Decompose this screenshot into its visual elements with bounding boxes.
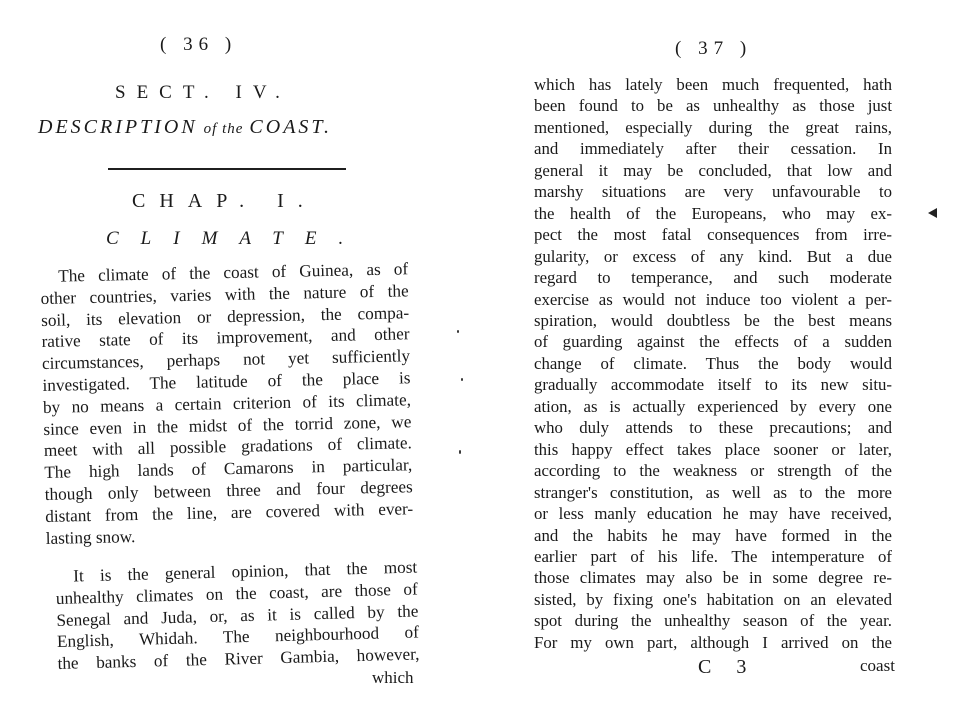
signature-mark: C 3 bbox=[698, 656, 757, 678]
text-line: who duly attends to these precautions; and bbox=[534, 418, 892, 438]
page-number-right: ( 37 ) bbox=[675, 38, 753, 59]
text-line: Senegal and Juda, or, as it is called by the bbox=[56, 601, 419, 630]
description-coast: COAST. bbox=[249, 116, 333, 138]
text-line: regard to temperance, and such moderate bbox=[534, 268, 892, 288]
text-line: spot during the unhealthy season of the year. bbox=[534, 611, 892, 631]
paragraph-climate-intro bbox=[40, 258, 414, 549]
text-line: gradually accommodate itself to its new situ- bbox=[534, 375, 892, 395]
text-line: For my own part, although I arrived on the bbox=[534, 632, 892, 652]
ink-speck bbox=[461, 378, 463, 381]
text-line: English, Whidah. The neighbourhood of bbox=[56, 622, 420, 652]
text-line: soil, its elevation or depression, the compa- bbox=[40, 302, 410, 330]
text-line: ation, as is actually experienced by every one bbox=[534, 396, 892, 416]
paragraph-unhealthy-climates bbox=[55, 557, 420, 675]
ink-speck bbox=[459, 450, 461, 454]
section-divider-rule bbox=[108, 168, 346, 170]
text-line: the banks of the River Gambia, however, bbox=[57, 644, 420, 674]
text-line: and the habits he may have formed in the bbox=[534, 525, 892, 545]
text-line: general it may be concluded, that low and bbox=[534, 160, 892, 180]
text-line: according to the weakness or strength of the bbox=[534, 461, 892, 481]
text-line: those climates may also be in some degree re- bbox=[534, 568, 892, 588]
text-line: spiration, would doubtless be the best means bbox=[534, 310, 892, 330]
chapter-title: CLIMATE. bbox=[106, 228, 366, 249]
text-line: gularity, or excess of any kind. But a due bbox=[534, 246, 892, 266]
text-line: pect the most fatal consequences from irre- bbox=[534, 225, 892, 245]
ink-speck bbox=[457, 330, 459, 333]
text-line: of guarding against the effects of a sudden bbox=[534, 332, 892, 352]
text-line: and immediately after their cessation. In bbox=[534, 139, 892, 159]
margin-arrow-mark bbox=[928, 208, 937, 218]
catchword-right: coast bbox=[860, 656, 895, 675]
text-line: exercise as would not induce too violent a per- bbox=[534, 289, 892, 309]
text-line: The climate of the coast of Guinea, as of bbox=[58, 259, 409, 286]
text-line: since even in the midst of the torrid zone, we bbox=[43, 411, 412, 439]
text-line: though only between three and four degrees bbox=[44, 477, 413, 504]
text-line: or less manly education he may have received, bbox=[534, 504, 892, 524]
text-line: which has lately been much frequented, hath bbox=[534, 75, 892, 94]
text-line: earlier part of his life. The intemperature of bbox=[534, 546, 892, 566]
description-word: DESCRIPTION bbox=[38, 116, 198, 138]
text-line: sisted, by fixing one's habitation on an elevated bbox=[534, 589, 892, 609]
text-line: investigated. The latitude of the place is bbox=[42, 368, 411, 395]
text-line: The high lands of Camarons in particular, bbox=[44, 455, 413, 483]
text-line: by no means a certain criterion of its climate, bbox=[42, 390, 412, 417]
text-line: this happy effect takes place sooner or later, bbox=[534, 439, 892, 459]
description-of-the: of the bbox=[203, 121, 244, 137]
chapter-heading: CHAP. I. bbox=[132, 190, 317, 212]
text-line: marshy situations are very unfavourable to bbox=[534, 182, 892, 202]
text-line: It is the general opinion, that the most bbox=[73, 557, 418, 586]
text-line: unhealthy climates on the coast, are those of bbox=[55, 579, 418, 608]
catchword-left: which bbox=[372, 668, 414, 687]
text-line: meet with all possible gradations of climate. bbox=[43, 433, 412, 461]
text-line: the health of the Europeans, who may ex- bbox=[534, 203, 892, 223]
description-heading bbox=[38, 116, 332, 139]
text-line: been found to be as unhealthy as those just bbox=[534, 96, 892, 116]
right-page bbox=[490, 0, 960, 726]
text-line: mentioned, especially during the great rains, bbox=[534, 117, 892, 137]
text-line: rative state of its improvement, and other bbox=[41, 324, 410, 352]
text-line: other countries, varies with the nature of the bbox=[40, 281, 409, 308]
left-page bbox=[0, 0, 470, 726]
text-line: change of climate. Thus the body would bbox=[534, 353, 892, 373]
right-page-text bbox=[534, 74, 892, 653]
text-line: stranger's constitution, as well as to the more bbox=[534, 482, 892, 502]
text-line: circumstances, perhaps not yet sufficiently bbox=[41, 346, 411, 374]
page-number-left: ( 36 ) bbox=[160, 34, 238, 55]
section-heading: SECT. IV. bbox=[115, 82, 291, 103]
text-line: lasting snow. bbox=[45, 526, 136, 548]
text-line: distant from the line, are covered with ever- bbox=[45, 499, 414, 526]
